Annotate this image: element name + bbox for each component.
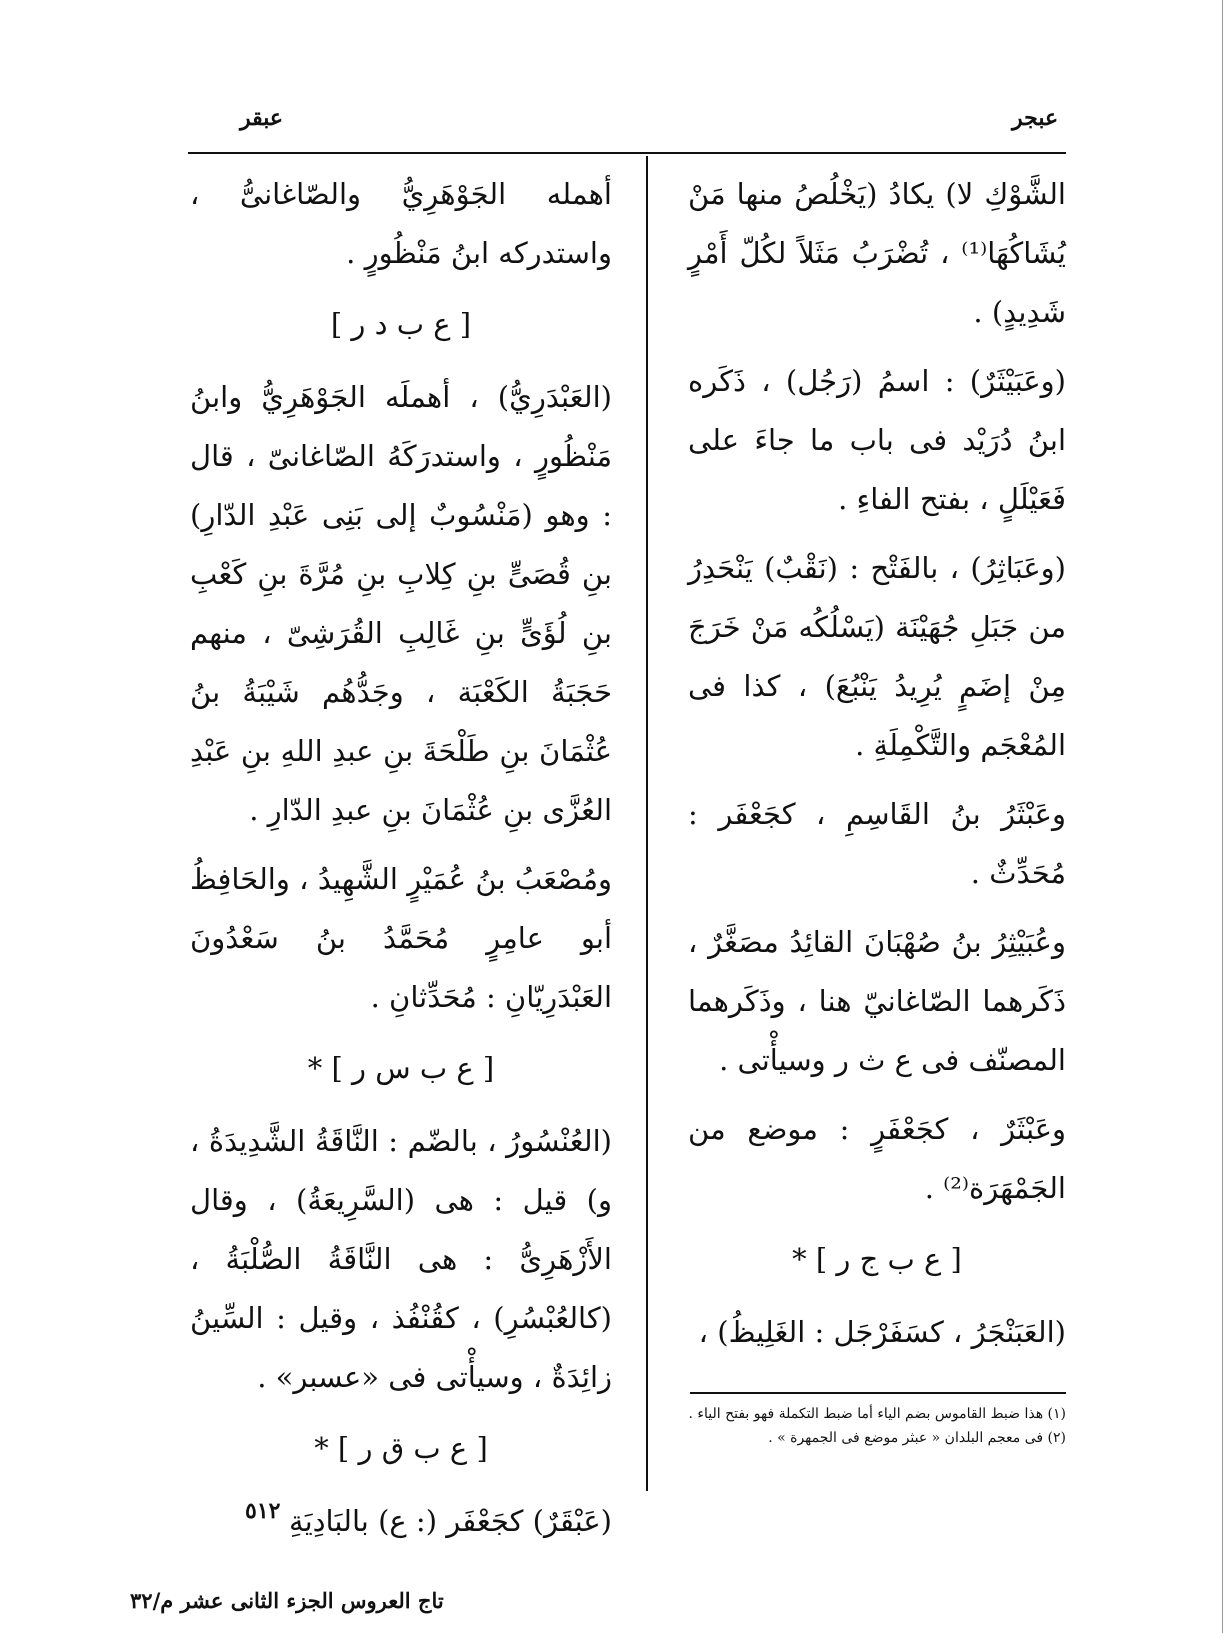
- entry-paragraph: الشَّوْكِ لا) يكادُ (يَخْلُصُ منها مَنْ يُشَاكُهَا⁽¹⁾ ، تُضْرَبُ مَثَلاً لكُلّ أَمْرٍ شَدِيدٍ) .: [688, 177, 1066, 329]
- volume-footer: تاج العروس الجزء الثانى عشر م/٣٢: [130, 1588, 444, 1613]
- entry-paragraph: وعَبْثَرُ بنُ القَاسِمِ ، كجَعْفَر : مُحَدِّثٌ .: [688, 797, 1066, 890]
- root-heading: [ ع ب ق ر ] *: [314, 1431, 488, 1465]
- column-separator: [646, 156, 648, 1491]
- left-column: [190, 165, 612, 1561]
- entry-paragraph: (العَبَنْجَرُ ، كسَفَرْجَل : الغَلِيظُ) ،: [698, 1315, 1066, 1349]
- footnote-1: (١) هذا ضبط القاموس بضم الياء أما ضبط التكملة فهو بفتح الياء .: [688, 1406, 1066, 1422]
- entry-paragraph: (عَبْقَرٌ) كجَعْفَر (: ع) بالبَادِيَةِ: [289, 1504, 612, 1538]
- page-number: ٥١٢: [245, 1498, 281, 1524]
- entry-paragraph: وعُبَيْثِرُ بنُ صُهْبَانَ القائِدُ مصَغَّرٌ ، ذَكَرهما الصّاغانيّ هنا ، وذَكَرهما المصنّف فى ع ث ر وسيأْتى .: [688, 925, 1066, 1077]
- entry-paragraph: (وعَبَيْثَرٌ) : اسمُ (رَجُل) ، ذَكَره ابنُ دُرَيْد فى باب ما جاءَ على فَعَيْلَلٍ ، بفتح الفاءِ .: [688, 364, 1066, 516]
- root-heading: [ ع ب ج ر ] *: [792, 1242, 962, 1276]
- entry-paragraph: (العَبْدَرِيُّ) ، أهملَه الجَوْهَرِيُّ وابنُ مَنْظُورٍ ، واستدرَكَهُ الصّاغانىّ ، قال : وهو (مَنْسُوبٌ إلى بَنِى عَبْدِ الدّارِ) بنِ قُصَىٍّ بنِ كِلابِ بنِ مُرَّةَ بنِ كَعْبِ بنِ لُؤَىٍّ بنِ غَالِبِ القُرَشِىّ ، منهم حَجَبَةُ الكَعْبَة ، وجَدُّهُم شَيْبَةُ بنُ عُثْمَانَ بنِ طَلْحَةَ بنِ عبدِ اللهِ بنِ عَبْدِ العُزَّى بنِ عُثْمَانَ بنِ عبدِ الدّارِ .: [190, 380, 612, 827]
- entry-paragraph: أهمله الجَوْهَرِيُّ والصّاغانىُّ ، واستدركه ابنُ مَنْظُورٍ .: [190, 177, 612, 270]
- footnotes: [688, 1402, 1066, 1450]
- entry-paragraph: (وعَبَاثِرُ) ، بالفَتْح : (نَقْبٌ) يَنْحَدِرُ من جَبَلِ جُهَيْنَة (يَسْلُكُه مَنْ خَرَجَ مِنْ إضَمٍ يُرِيدُ يَنْبُعَ) ، كذا فى المُعْجَم والتَّكْمِلَةِ .: [688, 551, 1066, 762]
- header-rule: [188, 152, 1066, 154]
- entry-paragraph: (العُنْسُورُ ، بالضّم : النَّاقَةُ الشَّدِيدَةُ ، و) قيل : هى (السَّرِيعَةُ) ، وقال الأَزْهَرِىُّ : هى النَّاقَةُ الصُّلْبَةُ ، (كالعُبْسُرِ) ، كقُنْفُذ ، وقيل : السِّينُ زائِدَةٌ ، وسيأْتى فى «عسبر» .: [190, 1124, 612, 1394]
- scan-edge-line: [1222, 0, 1223, 1633]
- root-heading: [ ع ب س ر ] *: [307, 1051, 495, 1085]
- footnote-2: (٢) فى معجم البلدان « عبثر موضع فى الجمهرة » .: [768, 1430, 1066, 1446]
- running-header-right: عبجر: [1012, 105, 1059, 131]
- footnote-rule: [690, 1392, 1066, 1394]
- root-heading: [ ع ب د ر ]: [330, 307, 472, 341]
- running-header-left: عبقر: [240, 105, 284, 131]
- entry-paragraph: وعَبْثَرٌ ، كجَعْفَرٍ : موضع من الجَمْهَرَة⁽²⁾ .: [688, 1112, 1066, 1205]
- entry-paragraph: ومُصْعَبُ بنُ عُمَيْرٍ الشَّهِيدُ ، والحَافِظُ أبو عامِرٍ مُحَمَّدُ بنُ سَعْدُونَ العَبْدَرِيّانِ : مُحَدِّثانِ .: [190, 862, 612, 1014]
- right-column: [688, 165, 1066, 1372]
